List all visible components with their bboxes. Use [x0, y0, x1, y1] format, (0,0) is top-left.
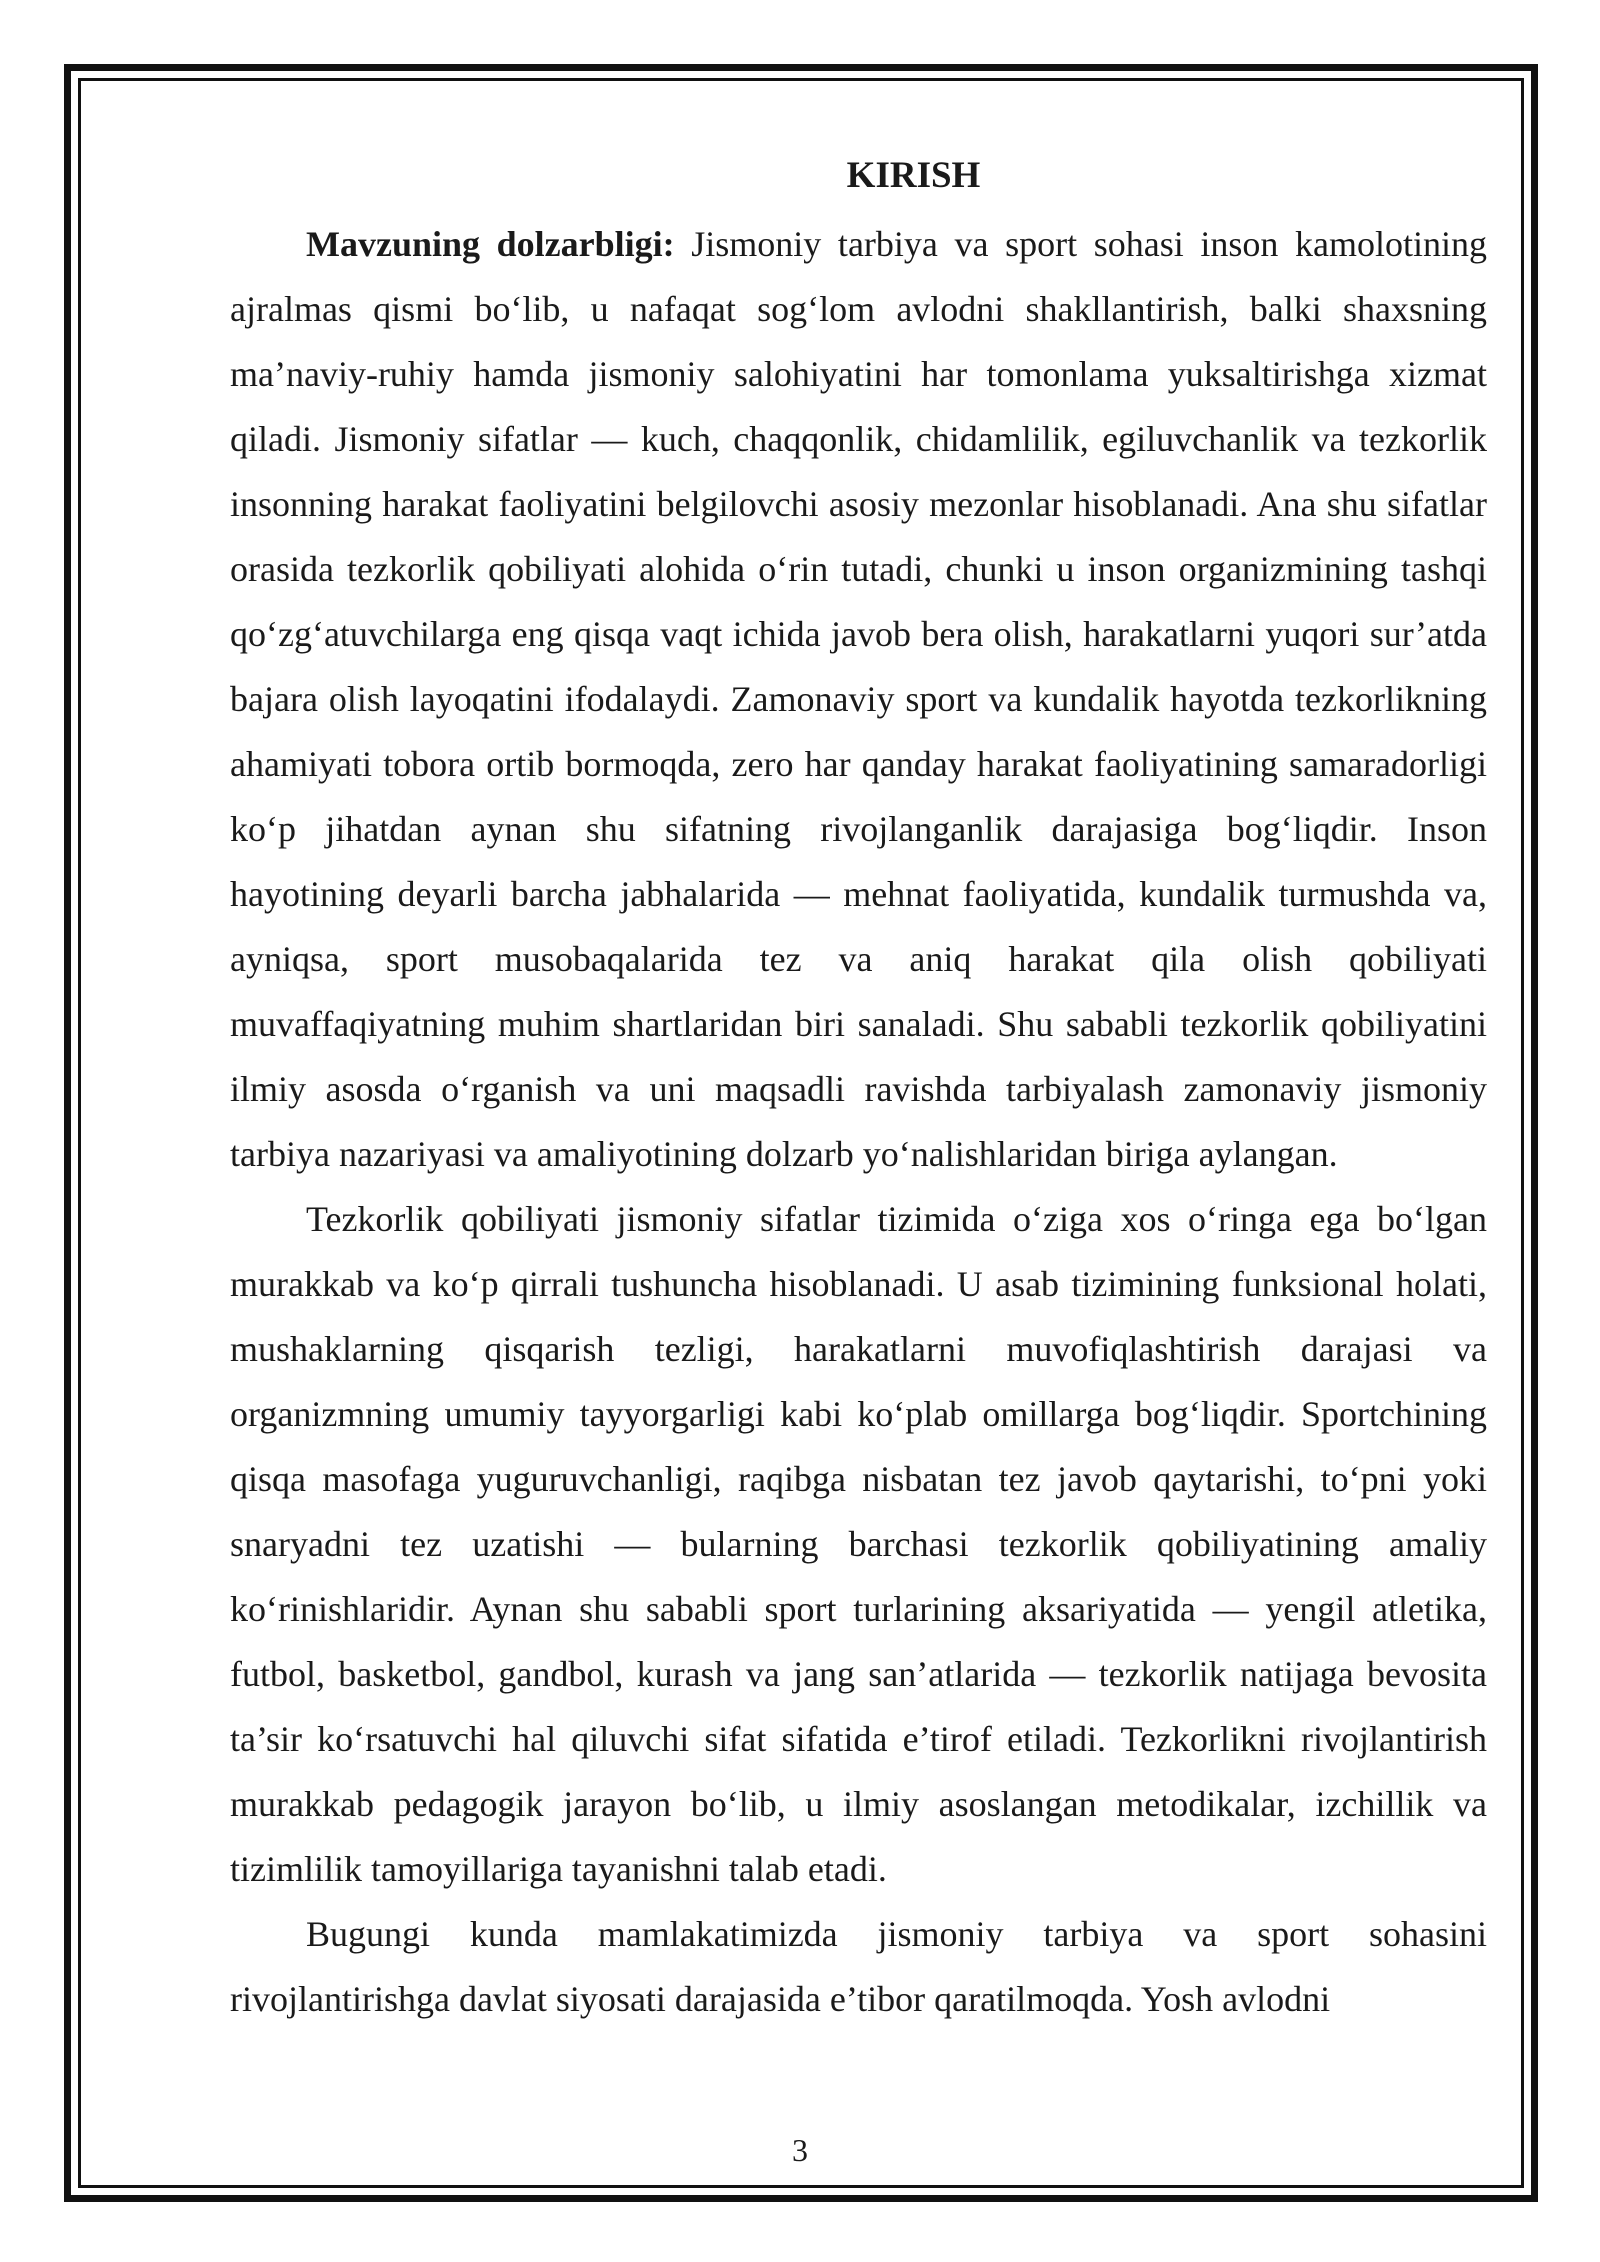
- paragraph-relevance: [230, 212, 1487, 1187]
- paragraph-text: Jismoniy tarbiya va sport sohasi inson kamolotining ajralmas qismi bo‘lib, u nafaqat sog‘lom avlodni shakllantirish, balki shaxsning ma’naviy-ruhiy hamda jismoniy salohiyatini har tomonlama yuksaltirishga xizmat qiladi. Jismoniy sifatlar — kuch, chaqqonlik, chidamlilik, egiluvchanlik va tezkorlik insonning harakat faoliyatini belgilovchi asosiy mezonlar hisoblanadi. Ana shu sifatlar orasida tezkorlik qobiliyati alohida o‘rin tutadi, chunki u inson organizmining tashqi qo‘zg‘atuvchilarga eng qisqa vaqt ichida javob bera olish, harakatlarni yuqori sur’atda bajara olish layoqatini ifodalaydi. Zamonaviy sport va kundalik hayotda tezkorlikning ahamiyati tobora ortib bormoqda, zero har qanday harakat faoliyatining samaradorligi ko‘p jihatdan aynan shu sifatning rivojlanganlik darajasiga bog‘liqdir. Inson hayotining deyarli barcha jabhalarida — mehnat faoliyatida, kundalik turmushda va, ayniqsa, sport musobaqalarida tez va aniq harakat qila olish qobiliyati muvaffaqiyatning muhim shartlaridan biri sanaladi. Shu sababli tezkorlik qobiliyatini ilmiy asosda o‘rganish va uni maqsadli ravishda tarbiyalash zamonaviy jismoniy tarbiya nazariyasi va amaliyotining dolzarb yo‘nalishlaridan biriga aylangan.: [230, 224, 1487, 1174]
- page-number: 3: [792, 2132, 808, 2168]
- paragraph-lead: Mavzuning dolzarbligi:: [306, 224, 675, 264]
- section-title: KIRISH: [846, 155, 981, 196]
- paragraph-speed-ability: [230, 1187, 1487, 1902]
- paragraph-text: Tezkorlik qobiliyati jismoniy sifatlar tizimida o‘ziga xos o‘ringa ega bo‘lgan murakkab va ko‘p qirrali tushuncha hisoblanadi. U asab tizimining funksional holati, mushaklarning qisqarish tezligi, harakatlarni muvofiqlashtirish darajasi va organizmning umumiy tayyorgarligi kabi ko‘plab omillarga bog‘liqdir. Sportchining qisqa masofaga yuguruvchanligi, raqibga nisbatan tez javob qaytarishi, to‘pni yoki snaryadni tez uzatishi — bularning barchasi tezkorlik qobiliyatining amaliy ko‘rinishlaridir. Aynan shu sababli sport turlarining aksariyatida — yengil atletika, futbol, basketbol, gandbol, kurash va jang san’atlarida — tezkorlik natijaga bevosita ta’sir ko‘rsatuvchi hal qiluvchi sifat sifatida e’tirof etiladi. Tezkorlikni rivojlantirish murakkab pedagogik jarayon bo‘lib, u ilmiy asoslangan metodikalar, izchillik va tizimlilik tamoyillariga tayanishni talab etadi.: [230, 1199, 1487, 1889]
- document-body: [230, 148, 1487, 2032]
- paragraph-text: Bugungi kunda mamlakatimizda jismoniy tarbiya va sport sohasini rivojlantirishga davlat siyosati darajasida e’tibor qaratilmoqda. Yosh avlodni: [230, 1914, 1487, 2019]
- paragraph-today: [230, 1902, 1487, 2032]
